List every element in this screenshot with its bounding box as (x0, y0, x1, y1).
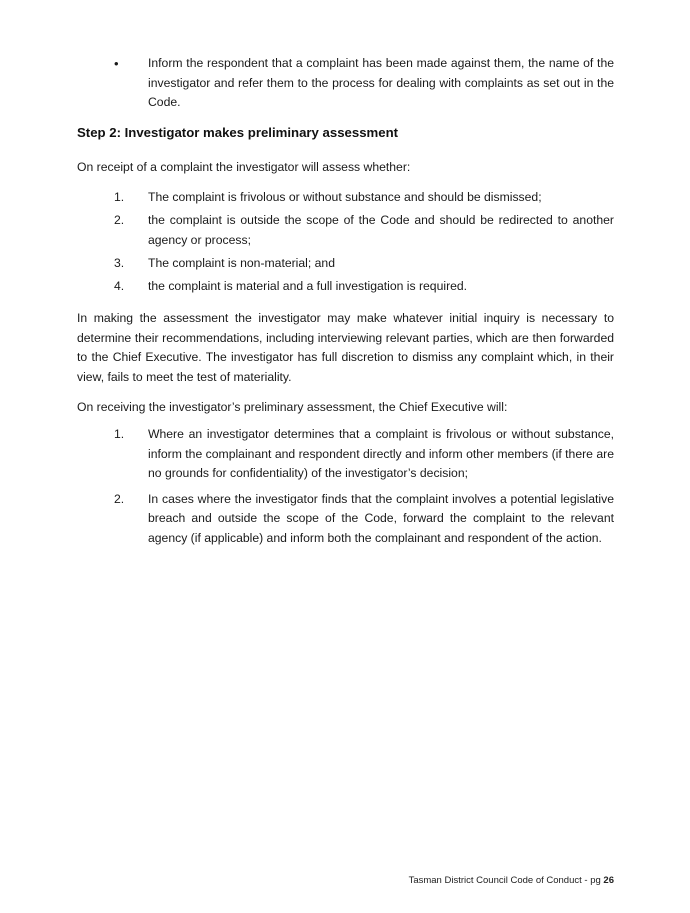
bullet-text: Inform the respondent that a complaint has been made against them, the name of the investigator and refer them to the process for dealing with complaints as set out in the Code. (148, 56, 614, 109)
list-item (114, 211, 614, 250)
page-footer (409, 875, 614, 886)
list-number: 4. (114, 278, 125, 293)
list-item (114, 277, 614, 297)
bullet-item (114, 54, 614, 113)
list-number: 2. (114, 491, 125, 506)
chief-executive-intro: On receiving the investigator’s preliminary assessment, the Chief Executive will: (77, 400, 508, 414)
footer-text: Tasman District Council Code of Conduct - pg (408, 875, 604, 886)
list-text: the complaint is material and a full investigation is required. (148, 278, 468, 293)
bullet-list (114, 54, 614, 113)
list-item (114, 490, 614, 549)
step-2-intro: On receipt of a complaint the investigator will assess whether: (77, 160, 411, 174)
step-2-heading: Step 2: Investigator makes preliminary assessment (77, 125, 399, 140)
list-item (114, 254, 614, 274)
list-number: 3. (114, 255, 125, 270)
list-number: 2. (114, 213, 125, 227)
list-text: the complaint is outside the scope of the Code and should be redirected to another agency or process; (148, 213, 614, 247)
assessment-paragraph: In making the assessment the investigator may make whatever initial inquiry is necessary to determine their recommendations, including interviewing relevant parties, which are then forwarded to the Chief Executive. The investigator has full discretion to dismiss any complaint which, in their view, fails to meet the test of materiality. (77, 311, 614, 384)
list-item (114, 188, 614, 208)
list-item (114, 425, 614, 484)
list-number: 1. (114, 190, 125, 204)
page-number: 26 (603, 875, 614, 886)
list-number: 1. (114, 427, 125, 441)
list-text: The complaint is frivolous or without substance and should be dismissed; (148, 190, 542, 204)
list-text: Where an investigator determines that a complaint is frivolous or without substance, inform the complainant and respondent directly and inform other members (if there are no grounds for confidentiality) of the investigator’s decision; (148, 427, 614, 480)
bullet-icon: • (114, 56, 119, 71)
list-text: In cases where the investigator finds that the complaint involves a potential legislative breach and outside the scope of the Code, forward the complaint to the relevant agency (if applicable) and inform both the complainant and respondent of the action. (148, 491, 614, 545)
assessment-list (114, 188, 614, 300)
chief-executive-list (114, 425, 614, 552)
list-text: The complaint is non-material; and (148, 255, 335, 270)
